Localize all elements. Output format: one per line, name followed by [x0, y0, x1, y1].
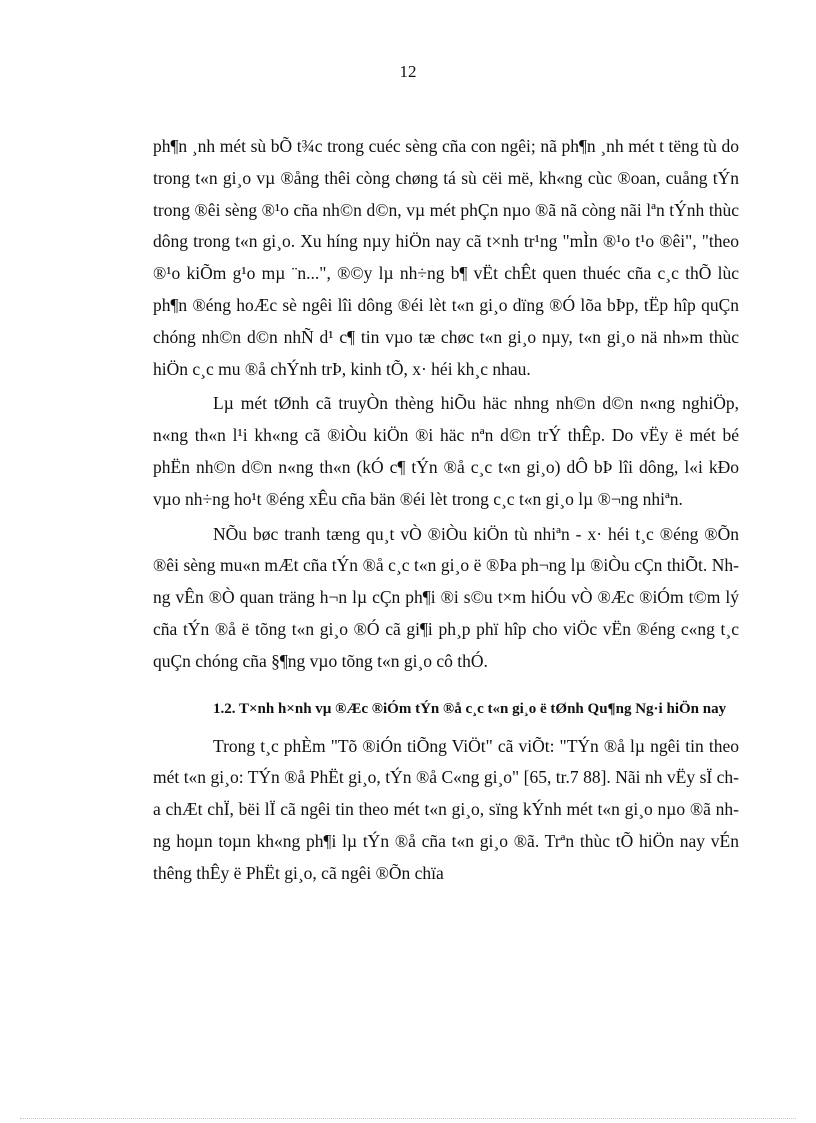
paragraph-4: Trong t¸c phÈm "Tõ ®iÓn tiÕng ViÖt" cã viÕt: "TÝn ®å lµ ngêi tin theo mét t«n gi¸o: TÝn ®å PhËt gi¸o, tÝn ®å C«ng gi¸o" [65, tr.7 88]. Nãi nh vËy sÏ cha chÆt chÏ, bëi lÏ cã ngêi tin theo mét t«n gi¸o, sïng kÝnh mét t«n gi¸o nµo ®ã nhng hoµn toµn kh«ng ph¶i lµ tÝn ®å cña t«n gi¸o ®ã. Trªn thùc tÕ hiÖn nay vÉn thêng thÊy ë PhËt gi¸o, cã ngêi ®Õn chïa [153, 735, 739, 883]
page-number: 12 [399, 62, 417, 81]
page-edge-divider [20, 1118, 796, 1119]
section-heading: 1.2. T×nh h×nh vµ ®Æc ®iÓm tÝn ®å c¸c t«n gi¸o ë tØnh Qu¶ng Ng·i hiÖn nay [213, 700, 727, 717]
paragraph-3: NÕu bøc tranh tæng qu¸t vÒ ®iÒu kiÖn tù nhiªn - x· héi t¸c ®éng ®Õn ®êi sèng mu«n mÆt cña tÝn ®å c¸c t«n gi¸o ë ®Þa ph¬ng lµ ®iÒu cÇn thiÕt. Nhng vÊn ®Ò quan träng h¬n lµ cÇn ph¶i ®i s©u t×m hiÓu vÒ ®Æc ®iÓm t©m lý cña tÝn ®å ë tõng t«n gi¸o ®Ó cã gi¶i ph¸p phï hîp cho viÖc vËn ®éng c«ng t¸c quÇn chóng cña §¶ng vµo tõng t«n gi¸o cô thÓ. [153, 523, 739, 671]
paragraph-1: ph¶n ¸nh mét sù bÕ t¾c trong cuéc sèng cña con ngêi; nã ph¶n ¸nh mét t tëng tù do trong t«n gi¸o vµ ®ång thêi còng chøng tá sù cëi më, kh«ng cùc ®oan, cuång tÝn trong ®êi sèng ®¹o cña nh©n d©n, vµ mét phÇn nµo ®ã nã còng nãi lªn tÝnh thùc dông trong t«n gi¸o. Xu híng nµy hiÖn nay cã t×nh tr¹ng "mÌn ®¹o t¹o ®êi", "theo ®¹o kiÕm g¹o mµ ¨n...", ®©y lµ nh÷ng b¶ vËt chÊt quen thuéc cña c¸c thÕ lùc ph¶n ®éng hoÆc sè ngêi lîi dông ®éi lèt t«n gi¸o dïng ®Ó lõa bÞp, tËp hîp quÇn chóng nh©n d©n nhÑ d¹ c¶ tin vµo tæ chøc t«n gi¸o nµy, t«n gi¸o nä nh»m thùc hiÖn c¸c mu ®å chÝnh trÞ, kinh tÕ, x· héi kh¸c nhau. [153, 136, 739, 379]
document-body [153, 131, 739, 890]
paragraph-2: Lµ mét tØnh cã truyÒn thèng hiÕu häc nhng nh©n d©n n«ng nghiÖp, n«ng th«n l¹i kh«ng cã ®iÒu kiÖn ®i häc nªn d©n trÝ thÊp. Do vËy ë mét bé phËn nh©n d©n n«ng th«n (kÓ c¶ tÝn ®å c¸c t«n gi¸o) dÔ bÞ lîi dông, l«i kÐo vµo nh÷ng ho¹t ®éng xÊu cña bän ®éi lèt trong c¸c t«n gi¸o lµ ®¬ng nhiªn. [153, 393, 739, 509]
